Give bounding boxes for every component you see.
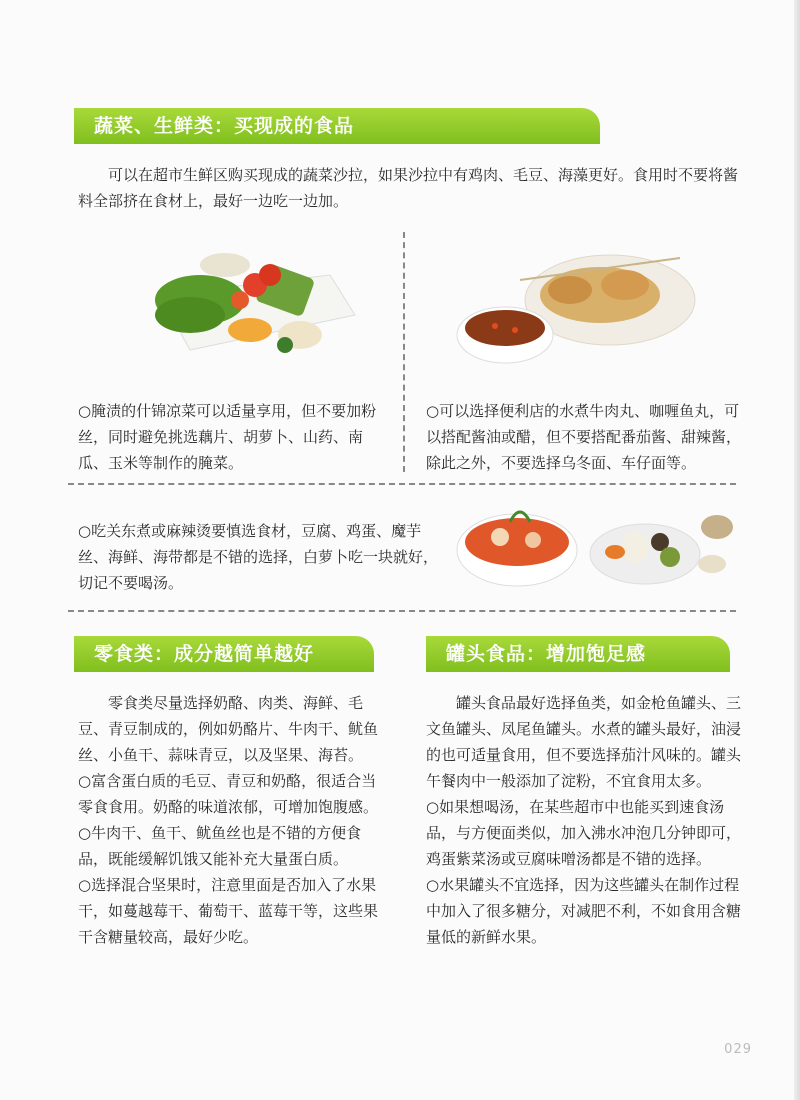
snacks-intro: 零食类尽量选择奶酪、肉类、海鲜、毛豆、青豆制成的，例如奶酪片、牛肉干、鱿鱼丝、小鱼干、蒜味青豆，以及坚果、海苔。 xyxy=(78,694,379,764)
section-title-snacks: 零食类：成分越简单越好 xyxy=(74,636,374,672)
canned-tip-2: ○水果罐头不宜选择，因为这些罐头在制作过程中加入了很多糖分，对减肥不利，不如食用含糖量低的新鲜水果。 xyxy=(426,876,742,946)
oden-soup-photo xyxy=(455,492,740,592)
snacks-tip-1: ○富含蛋白质的毛豆、青豆和奶酪，很适合当零食食用。奶酪的味道浓郁，可增加饱腹感。 xyxy=(78,772,379,816)
horizontal-divider xyxy=(68,483,736,485)
page-number: 029 xyxy=(724,1042,752,1057)
snacks-tip-2: ○牛肉干、鱼干、鱿鱼丝也是不错的方便食品，既能缓解饥饿又能补充大量蛋白质。 xyxy=(78,824,362,868)
canned-tip-1: ○如果想喝汤，在某些超市中也能买到速食汤品，与方便面类似，加入沸水冲泡几分钟即可，鸡蛋紫菜汤或豆腐味噌汤都是不错的选择。 xyxy=(426,798,742,868)
canned-intro: 罐头食品最好选择鱼类，如金枪鱼罐头、三文鱼罐头、凤尾鱼罐头。水煮的罐头最好，油浸的也可适量食用，但不要选择茄汁风味的。罐头午餐肉中一般添加了淀粉，不宜食用太多。 xyxy=(426,694,742,790)
caption-fishballs: ○可以选择便利店的水煮牛肉丸、咖喱鱼丸，可以搭配酱油或醋，但不要搭配番茄酱、甜辣酱，除此之外，不要选择乌冬面、车仔面等。 xyxy=(426,402,742,472)
fishballs-sauce-photo xyxy=(450,240,700,370)
section-title-vegetables: 蔬菜、生鲜类：买现成的食品 xyxy=(74,108,600,144)
section-title-canned: 罐头食品：增加饱足感 xyxy=(426,636,730,672)
canned-text xyxy=(426,690,744,950)
snacks-text xyxy=(78,690,386,950)
column-divider xyxy=(403,232,405,472)
caption-pickled: ○腌渍的什锦凉菜可以适量享用，但不要加粉丝，同时避免挑选藕片、胡萝卜、山药、南瓜、玉米等制作的腌菜。 xyxy=(78,402,377,472)
page-edge xyxy=(794,0,800,1100)
pickled-vegetables-photo xyxy=(130,240,360,365)
snacks-tip-3: ○选择混合坚果时，注意里面是否加入了水果干，如蔓越莓干、葡萄干、蓝莓干等，这些果干含糖量较高，最好少吃。 xyxy=(78,876,379,946)
horizontal-divider-2 xyxy=(68,610,736,612)
section-intro: 可以在超市生鲜区购买现成的蔬菜沙拉，如果沙拉中有鸡肉、毛豆、海藻更好。食用时不要将酱料全部挤在食材上，最好一边吃一边加。 xyxy=(78,166,739,210)
caption-oden: ○吃关东煮或麻辣烫要慎选食材，豆腐、鸡蛋、魔芋丝、海鲜、海带都是不错的选择，白萝卜吃一块就好，切记不要喝汤。 xyxy=(78,522,439,592)
